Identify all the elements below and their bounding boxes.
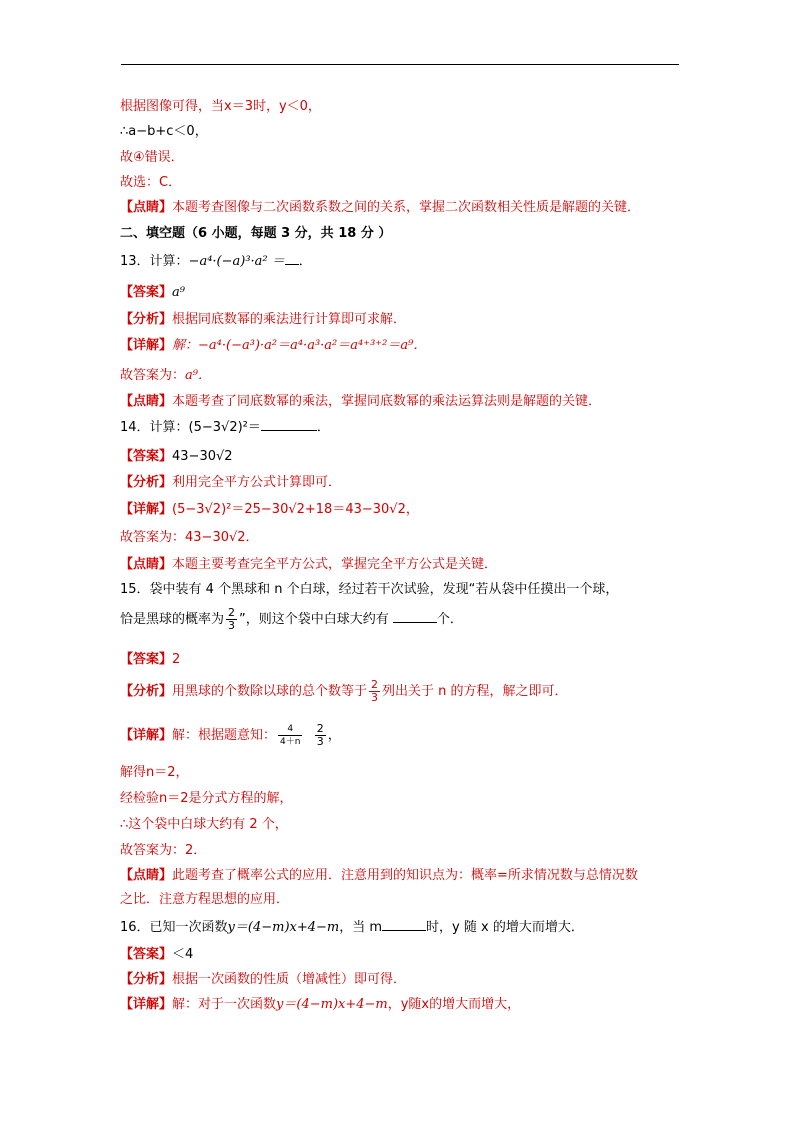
detail-text: 解：对于一次函数: [172, 997, 277, 1012]
key-point-note: [120, 866, 638, 886]
detail-text: ，y随x的增大而增大，: [387, 997, 521, 1012]
answer-line: [120, 945, 193, 965]
analysis-text: 根据同底数幂的乘法进行计算即可求解．: [172, 312, 407, 327]
question-text: 13．计算：: [120, 254, 189, 269]
question-14-stem: 14．计算：(5−3√2)²＝ ．: [120, 420, 330, 435]
answer-line: [120, 650, 180, 670]
question-text: 个．: [436, 612, 463, 627]
detail-line: [120, 722, 341, 750]
solution-line: ∴这个袋中白球大约有 2 个，: [120, 817, 288, 832]
detail-tag: 【详解】: [120, 728, 173, 743]
answer-tag: 【答案】: [120, 285, 173, 300]
detail-text: (5−3√2)²＝25−30√2+18＝43−30√2，: [172, 502, 419, 517]
analysis-text: 用黑球的个数除以球的总个数等于: [172, 684, 368, 699]
question-expression: (5−3√2)²＝: [188, 420, 261, 435]
probability-fraction: [369, 679, 380, 704]
answer-blank: [382, 918, 426, 931]
detail-line: [120, 336, 426, 356]
answer-value: 43−30√2: [172, 449, 233, 464]
analysis-tag: 【分析】: [120, 684, 173, 699]
equation-fraction: [278, 723, 302, 748]
section-title: 二、填空题（: [120, 226, 199, 241]
fraction-denominator: 4＋n: [280, 737, 301, 747]
fraction-numerator: 4: [278, 723, 302, 736]
key-point-note: [120, 392, 601, 412]
header-rule: [121, 64, 679, 65]
solution-line: 故选：C．: [120, 175, 182, 190]
answer-tag: 【答案】: [120, 652, 173, 667]
analysis-tag: 【分析】: [120, 972, 173, 987]
fraction-numerator: 2: [371, 678, 379, 691]
question-16-stem: [120, 918, 584, 938]
analysis-tag: 【分析】: [120, 312, 173, 327]
final-answer-line: [120, 528, 259, 548]
solution-line: 故答案为：2．: [120, 843, 207, 858]
fraction-numerator: 2: [228, 606, 236, 619]
probability-fraction: [226, 607, 237, 632]
analysis-line: [120, 970, 406, 990]
analysis-text: 根据一次函数的性质（增减性）即可得．: [172, 972, 407, 987]
fraction-denominator: 3: [371, 691, 379, 704]
key-point-note-cont: 之比．注意方程思想的应用．: [120, 892, 290, 907]
analysis-text: 利用完全平方公式计算即可．: [172, 475, 342, 490]
key-point-note: [120, 198, 640, 218]
answer-blank: [393, 610, 437, 623]
question-text: 时，y 随 x 的增大而增大．: [426, 920, 584, 935]
question-text: 恰是黑球的概率为: [120, 612, 225, 627]
detail-tag: 【详解】: [120, 502, 173, 517]
question-expression: y＝(4−m)x+4−m: [227, 920, 340, 935]
detail-tag: 【详解】: [120, 338, 173, 353]
final-value: a⁹．: [185, 368, 211, 383]
equation-fraction: [315, 723, 326, 748]
answer-value: a⁹: [172, 285, 185, 300]
question-expression: −a⁴·(−a)³·a² ＝: [188, 254, 285, 269]
question-13-stem: 13．计算：−a⁴·(−a)³·a² ＝ ．: [120, 254, 312, 269]
detail-expression: y＝(4−m)x+4−m: [276, 997, 388, 1012]
solution-line: 经检验n＝2是分式方程的解，: [120, 791, 293, 806]
analysis-line: [120, 473, 341, 493]
question-15-stem-cont: [120, 606, 463, 634]
answer-value: 2: [172, 652, 181, 667]
note-text: 本题考查图像与二次函数系数之间的关系，掌握二次函数相关性质是解题的关键．: [172, 200, 641, 215]
answer-blank: [285, 252, 299, 265]
final-label: 故答案为：: [120, 530, 186, 545]
fraction-denominator: 3: [316, 735, 324, 748]
answer-tag: 【答案】: [120, 449, 173, 464]
section-heading: [120, 224, 391, 244]
solution-line: 故④错误．: [120, 150, 184, 165]
question-text: ，当 m: [339, 920, 383, 935]
detail-line: [120, 995, 520, 1015]
detail-line: [120, 500, 419, 520]
solution-line: 解得n＝2，: [120, 765, 189, 780]
final-answer-line: [120, 366, 211, 386]
analysis-line: [120, 678, 568, 706]
solution-line: 根据图像可得，当x＝3时，y＜0，: [120, 99, 321, 114]
fraction-denominator: 3: [228, 619, 236, 632]
question-15-stem: 15．袋中装有 4 个黑球和 n 个白球，经过若干次试验，发现“若从袋中任摸出一个球，: [120, 582, 619, 597]
analysis-text: 列出关于 n 的方程，解之即可．: [382, 684, 568, 699]
detail-text: 解：根据题意知：: [172, 728, 277, 743]
answer-value: ＜4: [172, 947, 194, 962]
final-label: 故答案为：: [120, 368, 186, 383]
note-tag: 【点睛】: [120, 200, 173, 215]
question-text: ”，则这个袋中白球大约有: [239, 612, 389, 627]
note-text: 此题考查了概率公式的应用．注意用到的知识点为：概率=所求情况数与总情况数: [172, 868, 638, 883]
key-point-note: [120, 555, 497, 575]
note-text: 本题主要考查完全平方公式，掌握完全平方公式是关键．: [172, 557, 498, 572]
fraction-numerator: 2: [316, 722, 324, 735]
note-tag: 【点睛】: [120, 394, 173, 409]
final-value: 43−30√2．: [185, 530, 259, 545]
solution-line: ∴a−b+c＜0，: [120, 124, 208, 139]
detail-text: 解：−a⁴·(−a³)·a²＝a⁴·a³·a²＝a⁴⁺³⁺²＝a⁹．: [172, 338, 427, 353]
answer-blank: [261, 418, 317, 431]
analysis-tag: 【分析】: [120, 475, 173, 490]
note-tag: 【点睛】: [120, 868, 173, 883]
analysis-line: [120, 310, 406, 330]
answer-line: [120, 283, 185, 303]
question-text: 14．计算：: [120, 420, 189, 435]
detail-tag: 【详解】: [120, 997, 173, 1012]
note-tag: 【点睛】: [120, 557, 173, 572]
answer-line: [120, 447, 233, 467]
section-detail: 6 小题，每题 3 分，共 18 分 ）: [198, 226, 392, 241]
question-text: 16．已知一次函数: [120, 920, 228, 935]
answer-tag: 【答案】: [120, 947, 173, 962]
detail-text: ，: [327, 728, 341, 743]
note-text: 本题考查了同底数幂的乘法，掌握同底数幂的乘法运算法则是解题的关键．: [172, 394, 602, 409]
